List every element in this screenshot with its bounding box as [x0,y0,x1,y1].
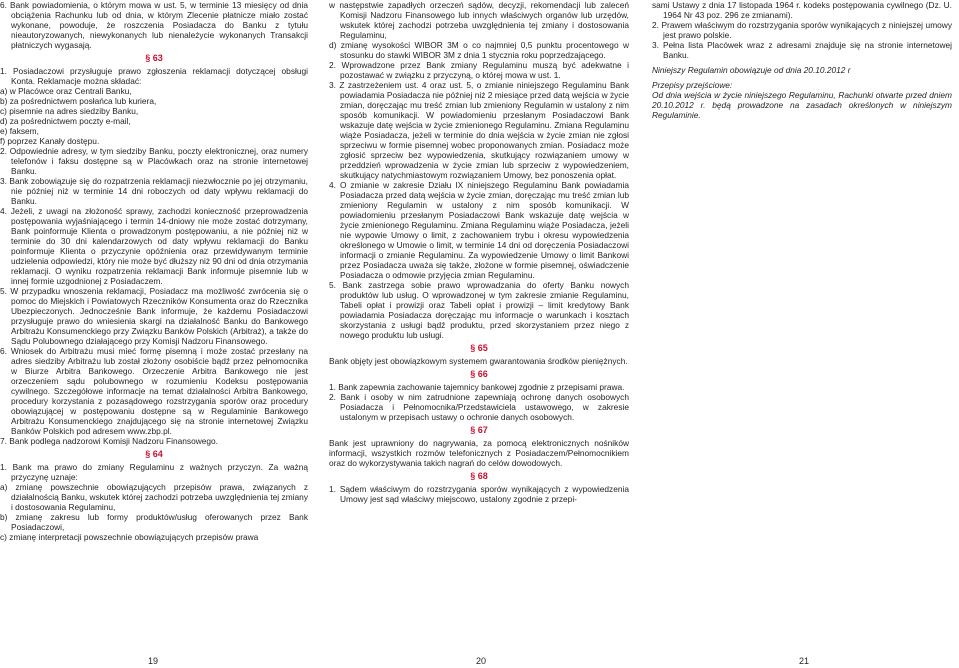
list-item: b) zmianę zakresu lub formy produktów/usług oferowanych przez Bank Posiadaczowi, [0,512,308,532]
list-item: 3. Z zastrzeżeniem ust. 4 oraz ust. 5, o zmianie niniejszego Regulaminu Bank powiadamia Posiadacza nie później niż 2 miesiące przed datą wejścia w życie zmian, doręczając mu treść zmian lub zmieniony Regulamin w ustalony z nim sposób komunikacji. W powiadomieniu przesłanym Posiadaczowi Bank wskazuje datę wejścia w życie zmienionego Regulaminu. Zmiana Regulaminu wiąże Posiadacza, jeżeli w terminie do dnia wejścia w życie zmian nie zgłosi sprzeciwu w formie pisemnej wobec proponowanych zmian. Posiadacz może zgłosić sprzeciw bez wypowiedzenia, skutkujący rozwiązaniem umowy w przeddzień wprowadzenia w życie zmian lub sprzeciw z wypowiedzeniem, skutkujący natychmiastowym rozwiązaniem Umowy, bez ponoszenia opłat. [329,80,629,180]
list-item: a) zmianę powszechnie obowiązujących przepisów prawa, związanych z działalnością Banku, wskutek której zachodzi potrzeba uwzględnienia tej zmiany i dostosowania Regulaminu, [0,482,308,512]
list-item: 5. W przypadku wnoszenia reklamacji, Posiadacz ma możliwość zwrócenia się o pomoc do Miejskich i Powiatowych Rzeczników Konsumenta oraz do Rzecznika Ubezpieczonych. Jednocześnie Bank informuje, że każdemu Posiadaczowi przysługuje prawo do wniesienia skargi na działalność Banku do Bankowego Arbitrażu Konsumenckiego przy Związku Banków Polskich (Arbitraż), a także do Sądu Polubownego działającego przy Komisji Nadzoru Finansowego. [0,286,308,346]
transitional-text: Od dnia wejścia w życie niniejszego Regulaminu, Rachunki otwarte przed dniem 20.10.2012 r. będą prowadzone na zasadach określonych w niniejszym Regulaminie. [652,90,952,120]
list-item: 2. Wprowadzone przez Bank zmiany Regulaminu muszą być adekwatne i pozostawać w związku z przyczyną, o której mowa w ust. 1. [329,60,629,80]
list-item: sami Ustawy z dnia 17 listopada 1964 r. kodeks postępowania cywilnego (Dz. U. 1964 Nr 43 poz. 296 ze zmianami). [652,0,952,20]
list-item: 2. Prawem właściwym do rozstrzygania sporów wynikających z niniejszej umowy jest prawo polskie. [652,20,952,40]
list-item: 2. Bank i osoby w nim zatrudnione zapewniają ochronę danych osobowych Posiadacza i Pełnomocnika/Przedstawiciela ustawowego, w zakresie ustalonym w przepisach ustawy o ochronie danych osobowych. [329,392,629,422]
page-number-19: 19 [148,656,159,666]
list-item: d) za pośrednictwem poczty e-mail, [0,116,131,126]
list-item: 3. Bank zobowiązuje się do rozpatrzenia reklamacji niezwłocznie po jej otrzymaniu, nie później niż w terminie 14 dni roboczych od daty wpływu reklamacji do Banku. [0,176,308,206]
effective-date-note: Niniejszy Regulamin obowiązuje od dnia 20.10.2012 r [652,65,851,75]
page-number-20: 20 [476,656,487,666]
paragraph: Bank objęty jest obowiązkowym systemem gwarantowania środków pieniężnych. [329,356,628,366]
list-item: 2. Odpowiednie adresy, w tym siedziby Banku, poczty elektronicznej, oraz numery telefonów i faksu dostępne są w Placówkach oraz na stronie internetowej Banku. [0,146,308,176]
section-heading-67: § 67 [470,425,488,435]
list-item: e) faksem, [0,126,39,136]
list-item: d) zmianę wysokości WIBOR 3M o co najmniej 0,5 punktu procentowego w stosunku do stawki WIBOR 3M z dnia 1 stycznia roku poprzedzającego. [329,40,629,60]
list-item: 1. Bank zapewnia zachowanie tajemnicy bankowej zgodnie z przepisami prawa. [329,382,625,392]
page-21-column [652,0,952,668]
paragraph: 6. Bank powiadomienia, o którym mowa w ust. 5, w terminie 13 miesięcy od dnia obciążenia Rachunku lub od dnia, w którym Zlecenie płatnicze miało zostać wykonane, powoduje, że roszczenia Posiadacza do Banku z tytułu nieautoryzowanych, niewykonanych lub nienależycie wykonanych Transakcji płatniczych wygasają. [0,0,308,50]
list-item: 7. Bank podlega nadzorowi Komisji Nadzoru Finansowego. [0,436,218,446]
list-item: b) za pośrednictwem posłańca lub kuriera, [0,96,157,106]
page-20-column [329,0,629,668]
section-heading-63: § 63 [145,53,163,63]
list-item: c) pisemnie na adres siedziby Banku, [0,106,139,116]
transitional-title: Przepisy przejściowe: [652,80,733,90]
list-item: 4. O zmianie w zakresie Działu IX niniejszego Regulaminu Bank powiadamia Posiadacza przed datą wejścia w życie zmian, doręczając mu treść zmian lub zmieniony Regulamin w ustalony z nim sposób komunikacji. W powiadomieniu przesłanym Posiadaczowi Bank wskazuje datę wejścia w życie zmienionego Regulaminu. Zmiana Regulaminu wiąże Posiadacza, jeżeli nie wypowie Umowy o limit, z zachowaniem trybu i okresu wypowiedzenia określonego w Umowie o limit, w terminie 14 dni od doręczenia Posiadaczowi informacji o zmianie Regulaminu. Za wypowiedzenie Umowy o limit Bankowi przez Posiadacza uważa się także, złożone w formie pisemnej, oświadczenie Posiadacza o odmowie przyjęcia zmian Regulaminu. [329,180,629,280]
section-heading-68: § 68 [470,471,488,481]
section-heading-64: § 64 [145,449,163,459]
list-item: 6. Wniosek do Arbitrażu musi mieć formę pisemną i może zostać przesłany na adres siedziby Arbitrażu lub został złożony osobiście bądź przez pełnomocnika w Biurze Arbitra Bankowego. Orzeczenie Arbitra Bankowego nie jest orzeczeniem sądu polubownego w rozumieniu Kodeksu postępowania cywilnego. Szczegółowe informacje na temat działalności Arbitra Bankowego, procedury korzystania z pozasądowego rozstrzygania sporów oraz procedury obowiązującej w postępowaniu dostępne są w Regulaminie Bankowego Arbitrażu Konsumenckiego znajdującego się na stronie internetowej Związku Banków Polskich pod adresem www.zbp.pl. [0,346,308,436]
list-item: 5. Bank zastrzega sobie prawo wprowadzania do oferty Banku nowych produktów lub usług. O wprowadzonej w tym zakresie zmianie Regulaminu, Tabeli opłat i prowizji oraz Tabeli opłat i prowizji – limit kredytowy Bank powiadamia Posiadacza doręczając mu informacje o warunkach i kosztach skorzystania z usługi bądź produktu, przed skorzystaniem przez niego z nowego produktu lub usługi. [329,280,629,340]
page-19-column [0,0,308,668]
section-heading-65: § 65 [470,343,488,353]
list-item: f) poprzez Kanały dostępu. [0,136,100,146]
list-item: 1. Bank ma prawo do zmiany Regulaminu z ważnych przyczyn. Za ważną przyczynę uznaje: [0,462,308,482]
list-item: 4. Jeżeli, z uwagi na złożoność sprawy, zachodzi konieczność przeprowadzenia postępowania wyjaśniającego i termin 14-dniowy nie może zostać dotrzymany, Bank poinformuje Klienta o prowadzonym postępowaniu, a nie później niż w terminie do 30 dni kalendarzowych od daty wpływu reklamacji do Banku poinformuje Klienta o przyczynie opóźnienia oraz przewidywanym terminie udzielenia odpowiedzi, który nie może być dłuższy niż 90 dni od dnia otrzymania reklamacji. O wyniku rozpatrzenia reklamacji Bank informuje pisemnie lub w innej formie uzgodnionej z Posiadaczem. [0,206,308,286]
list-item: a) w Placówce oraz Centrali Banku, [0,86,132,96]
section-heading-66: § 66 [470,369,488,379]
list-item: w następstwie zapadłych orzeczeń sądów, decyzji, rekomendacji lub zaleceń Komisji Nadzoru Finansowego lub innych właściwych organów lub urzędów, wskutek której zachodzi potrzeba uwzględnienia tej zmiany i dostosowania Regulaminu, [329,0,629,40]
list-item: 1. Sądem właściwym do rozstrzygania sporów wynikających z wypowiedzenia Umowy jest sąd właściwy miejscowo, ustalony zgodnie z przepi- [329,484,629,504]
paragraph: Bank jest uprawniony do nagrywania, za pomocą elektronicznych nośników informacji, wszystkich rozmów telefonicznych z Posiadaczem/Pełnomocnikiem oraz do wykorzystywania takich nagrań do celów dowodowych. [329,438,629,468]
list-item: 1. Posiadaczowi przysługuje prawo zgłoszenia reklamacji dotyczącej obsługi Konta. Reklamacje można składać: [0,66,308,86]
list-item: 3. Pełna lista Placówek wraz z adresami znajduje się na stronie internetowej Banku. [652,40,952,60]
page-number-21: 21 [799,656,810,666]
list-item: c) zmianę interpretacji powszechnie obowiązujących przepisów prawa [0,532,259,542]
